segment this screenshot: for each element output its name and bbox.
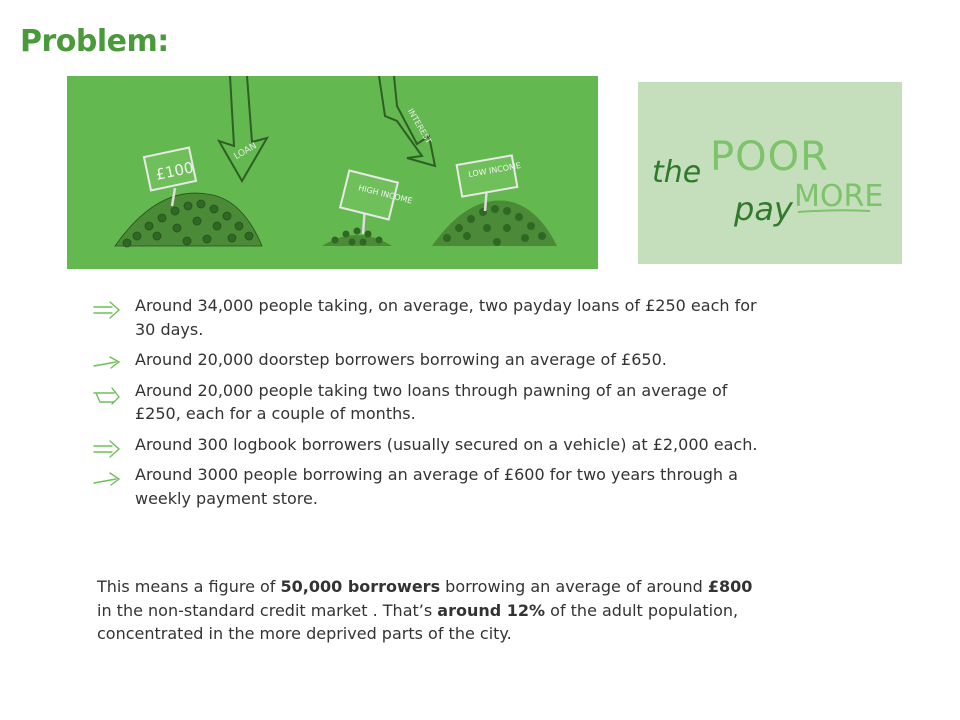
list-item [92, 463, 762, 510]
summary-highlight-average: £800 [707, 577, 753, 596]
list-item [92, 379, 762, 426]
summary-highlight-percentage: around 12% [437, 600, 546, 620]
loan-arrow [219, 76, 267, 181]
summary-text: borrowing an average of around [440, 577, 708, 596]
list-item [92, 348, 762, 372]
thin-arrow-icon [92, 469, 122, 489]
sign-high-income [340, 171, 413, 234]
list-item [92, 433, 762, 457]
list-item [92, 294, 762, 341]
double-arrow-icon [92, 439, 122, 459]
summary-paragraph [97, 575, 757, 646]
list-item-text: Around 20,000 people taking two loans through pawning of an average of £250, each for a couple of months. [135, 380, 728, 423]
angled-arrow-icon [92, 385, 122, 405]
slogan-pay: pay [734, 190, 793, 228]
interest-label: INTEREST [405, 107, 434, 146]
list-item-text: Around 300 logbook borrowers (usually secured on a vehicle) at £2,000 each. [135, 434, 758, 454]
summary-text: This means a figure of [97, 577, 281, 596]
slogan-the: the [652, 155, 702, 190]
illustration-svg [67, 76, 598, 269]
slogan-svg [638, 82, 902, 264]
double-arrow-icon [92, 300, 122, 320]
page-title: Problem: [20, 24, 169, 59]
money-piles-illustration [67, 76, 598, 269]
slogan-more: MORE [794, 179, 884, 214]
slogan-panel [638, 82, 902, 264]
borrower-list [92, 294, 762, 517]
money-pile-middle [322, 228, 392, 247]
low-income-label: LOW INCOME [467, 161, 522, 180]
money-pile-right [432, 201, 557, 246]
summary-text: in the non-standard credit market . That’s [97, 600, 438, 620]
summary-text: of the adult population, concentrated in the more deprived parts of the city. [97, 600, 739, 643]
loan-label: LOAN [232, 141, 259, 163]
money-pile-left [115, 193, 262, 247]
sign-100-label: £100 [154, 158, 196, 184]
list-item-text: Around 3000 people borrowing an average of £600 for two years through a weekly payment store. [135, 465, 738, 508]
thin-arrow-icon [92, 354, 122, 374]
high-income-label: HIGH INCOME [357, 183, 414, 206]
list-item-text: Around 20,000 doorstep borrowers borrowing an average of £650. [135, 350, 667, 369]
list-item-text: Around 34,000 people taking, on average, two payday loans of £250 each for 30 days. [135, 296, 757, 339]
interest-arrow [379, 76, 435, 166]
summary-highlight-borrowers: 50,000 borrowers [280, 577, 441, 596]
slogan-poor: POOR [710, 134, 829, 180]
